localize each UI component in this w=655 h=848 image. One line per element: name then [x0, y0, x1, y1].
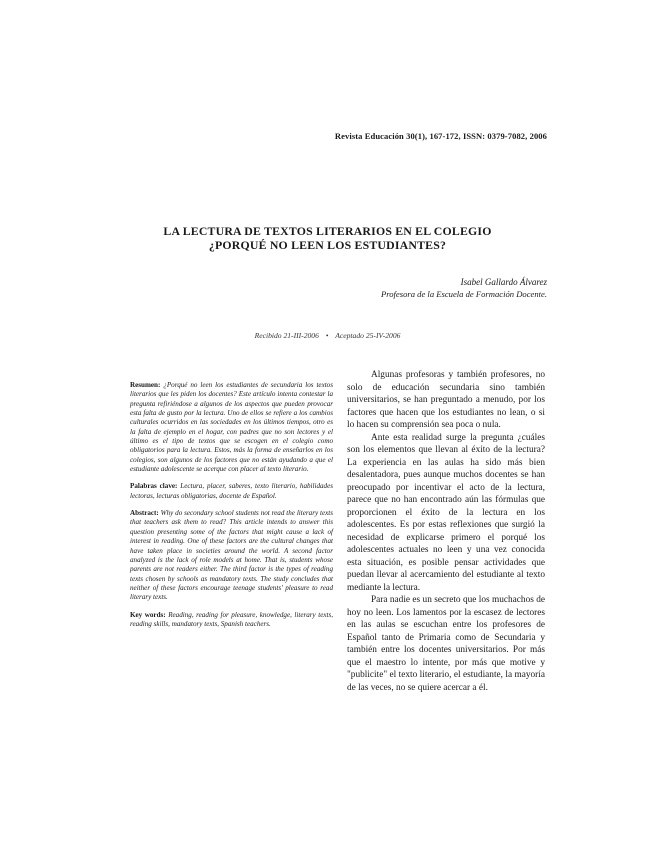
title-line-2: ¿PORQUÉ NO LEEN LOS ESTUDIANTES? [208, 238, 447, 252]
author-block [381, 276, 547, 300]
title-line-1: LA LECTURA DE TEXTOS LITERARIOS EN EL COLEGIO [163, 224, 492, 238]
accepted-date: Aceptado 25-IV-2006 [335, 331, 401, 340]
keywords-en-label: Key words: [130, 610, 166, 619]
abstract-en-label: Abstract: [130, 509, 159, 518]
date-separator: • [325, 331, 329, 340]
article-title [0, 224, 655, 252]
abstract-column [130, 381, 333, 637]
dates-line [0, 331, 655, 340]
keywords-es-label: Palabras clave: [130, 482, 178, 491]
keywords-es [130, 482, 333, 501]
received-date: Recibido 21-III-2006 [254, 331, 319, 340]
keywords-en-text: Reading, reading for pleasure, knowledge, literary texts, reading skills, mandatory texts, Spanish teachers. [130, 610, 333, 628]
author-name: Isabel Gallardo Álvarez [460, 277, 547, 287]
abstract-es-text: ¿Porqué no leen los estudiantes de secundaria los textos literarios que les piden los docentes? Este artículo intenta contestar la pregunta refiriéndose a algunos de los aspectos que pueden provocar esta falta de gusto por la lectura. Uno de ellos se refiere a los cambios culturales ocurridos en las sociedades en los últimos tiempos, otro es la falta de ejemplo en el hogar, con padres que no son lectores y el último es el tipo de textos que se escogen en el colegio como obligatorios para la lectura. Estos, más la forma de enseñarlos en los colegios, son algunos de los factores que no están ayudando a que el estudiante adolescente se acerque con placer al texto literario. [130, 381, 333, 474]
keywords-en [130, 611, 333, 630]
journal-header: Revista Educación 30(1), 167-172, ISSN: 0379-7082, 2006 [334, 131, 547, 141]
abstract-es [130, 381, 333, 474]
body-paragraph-2: Ante esta realidad surge la pregunta ¿cuáles son los elementos que llevan al éxito de la lectura? La experiencia en las aulas ha sido más bien desalentadora, pues aunque muchos docentes se han preocupado por incentivar el acto de la lectura, parece que no han encontrado aún las fórmulas que proporcionen el éxito de la lectura en los adolescentes. Es por estas reflexiones que surgió la necesidad de explicarse primero el porqué los adolescentes actuales no leen y una vez conocida esta situación, es posible pensar actividades que puedan llevar al acercamiento del estudiante al texto mediante la lectura. [347, 432, 545, 593]
abstract-en [130, 509, 333, 602]
abstract-es-label: Resumen: [130, 381, 161, 389]
keywords-es-text: Lectura, placer, saberes, texto literario, habilidades lectoras, lecturas obligatorias, docente de Español. [130, 482, 334, 500]
body-column [347, 369, 545, 694]
body-paragraph-3: Para nadie es un secreto que los muchachos de hoy no leen. Los lamentos por la escasez de lectores en las aulas se escuchan entre los profesores de Español tanto de Primaria como de Secundaria y también entre los docentes universitarios. Por más que el maestro lo intente, por más que motive y "publicite" el texto literario, el estudiante, la mayoría de las veces, no se quiere acercar a él. [347, 595, 545, 693]
abstract-en-text: Why do secondary school students not read the literary texts that teachers ask them to read? This article intends to answer this question presenting some of the factors that might cause a lack of interest in reading. One of these factors are the cultural changes that have taken place in societies around the world. A second factor analyzed is the lack of role models at home. That is, students whose parents are not readers either. The third factor is the types of reading texts chosen by schools as mandatory texts. The study concludes that neither of these factors encourage teenage students' pleasure to read literary texts. [130, 509, 333, 602]
author-affiliation: Profesora de la Escuela de Formación Docente. [380, 289, 547, 299]
body-paragraph-1: Algunas profesoras y también profesores, no solo de educación secundaria sino también universitarios, se han preguntado a menudo, por los factores que hacen que los estudiantes no lean, o si lo hacen su comprensión sea poca o nula. [347, 370, 545, 430]
